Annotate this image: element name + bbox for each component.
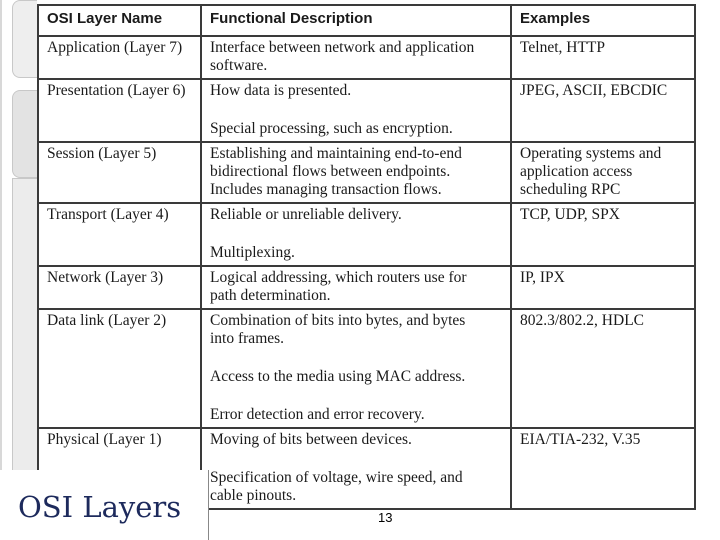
example-line: TCP, UDP, SPX xyxy=(520,206,620,223)
paragraph-gap xyxy=(210,224,507,244)
functional-description-cell xyxy=(201,36,511,79)
functional-description-cell xyxy=(201,142,511,203)
functional-description-cell xyxy=(201,428,511,509)
examples-cell xyxy=(511,79,695,142)
description-line: Moving of bits between devices. xyxy=(210,431,412,448)
examples-cell xyxy=(511,203,695,266)
side-tab-lower xyxy=(12,178,37,472)
layer-name-cell xyxy=(38,79,201,142)
functional-description-cell xyxy=(201,266,511,309)
example-line: EIA/TIA-232, V.35 xyxy=(520,431,641,448)
layer-name-cell xyxy=(38,266,201,309)
paragraph-gap xyxy=(210,386,507,406)
header-examples: Examples xyxy=(511,5,695,36)
description-line: bidirectional flows between endpoints. xyxy=(210,163,451,180)
examples-cell xyxy=(511,309,695,428)
description-line: Establishing and maintaining end-to-end xyxy=(210,145,462,162)
example-line: scheduling RPC xyxy=(520,181,621,198)
paragraph-gap xyxy=(210,100,507,120)
layer-name: Physical (Layer 1) xyxy=(47,431,162,448)
description-line: Combination of bits into bytes, and bytes xyxy=(210,312,466,329)
table-row xyxy=(38,203,695,266)
layer-name: Application (Layer 7) xyxy=(47,39,183,56)
slide-left-border xyxy=(0,0,2,540)
layer-name: Data link (Layer 2) xyxy=(47,312,167,329)
description-line: Special processing, such as encryption. xyxy=(210,120,453,137)
examples-cell xyxy=(511,428,695,509)
layer-name: Session (Layer 5) xyxy=(47,145,157,162)
layer-name-cell xyxy=(38,203,201,266)
description-line: cable pinouts. xyxy=(210,487,297,504)
layer-name-cell xyxy=(38,36,201,79)
header-layer-name: OSI Layer Name xyxy=(38,5,201,36)
description-line: How data is presented. xyxy=(210,82,352,99)
table-row xyxy=(38,36,695,79)
layer-name: Transport (Layer 4) xyxy=(47,206,169,223)
examples-cell xyxy=(511,266,695,309)
layer-name-cell xyxy=(38,142,201,203)
side-tab-middle xyxy=(12,90,37,178)
functional-description-cell xyxy=(201,203,511,266)
table-row xyxy=(38,309,695,428)
paragraph-gap xyxy=(210,449,507,469)
table-row xyxy=(38,79,695,142)
slide-title: OSI Layers xyxy=(18,490,182,524)
example-line: IP, IPX xyxy=(520,269,565,286)
description-line: path determination. xyxy=(210,287,331,304)
osi-layers-table xyxy=(37,4,696,510)
description-line: Error detection and error recovery. xyxy=(210,406,425,423)
paragraph-gap xyxy=(210,348,507,368)
example-line: JPEG, ASCII, EBCDIC xyxy=(520,82,668,99)
description-line: Logical addressing, which routers use for xyxy=(210,269,467,286)
description-line: Access to the media using MAC address. xyxy=(210,368,466,385)
description-line: Multiplexing. xyxy=(210,244,295,261)
page-number: 13 xyxy=(378,510,393,525)
examples-cell xyxy=(511,142,695,203)
table-row xyxy=(38,142,695,203)
table-header-row xyxy=(38,5,695,36)
description-line: into frames. xyxy=(210,330,285,347)
layer-name: Network (Layer 3) xyxy=(47,269,164,286)
description-line: software. xyxy=(210,57,268,74)
description-line: Specification of voltage, wire speed, and xyxy=(210,469,463,486)
header-functional-description: Functional Description xyxy=(201,5,511,36)
layer-name-cell xyxy=(38,309,201,428)
description-line: Reliable or unreliable delivery. xyxy=(210,206,402,223)
example-line: Operating systems and xyxy=(520,145,662,162)
example-line: Telnet, HTTP xyxy=(520,39,606,56)
layer-name: Presentation (Layer 6) xyxy=(47,82,186,99)
table-row xyxy=(38,266,695,309)
example-line: application access xyxy=(520,163,633,180)
side-tab-top xyxy=(12,0,37,78)
functional-description-cell xyxy=(201,79,511,142)
functional-description-cell xyxy=(201,309,511,428)
example-line: 802.3/802.2, HDLC xyxy=(520,312,644,329)
description-line: Includes managing transaction flows. xyxy=(210,181,442,198)
description-line: Interface between network and application xyxy=(210,39,475,56)
examples-cell xyxy=(511,36,695,79)
